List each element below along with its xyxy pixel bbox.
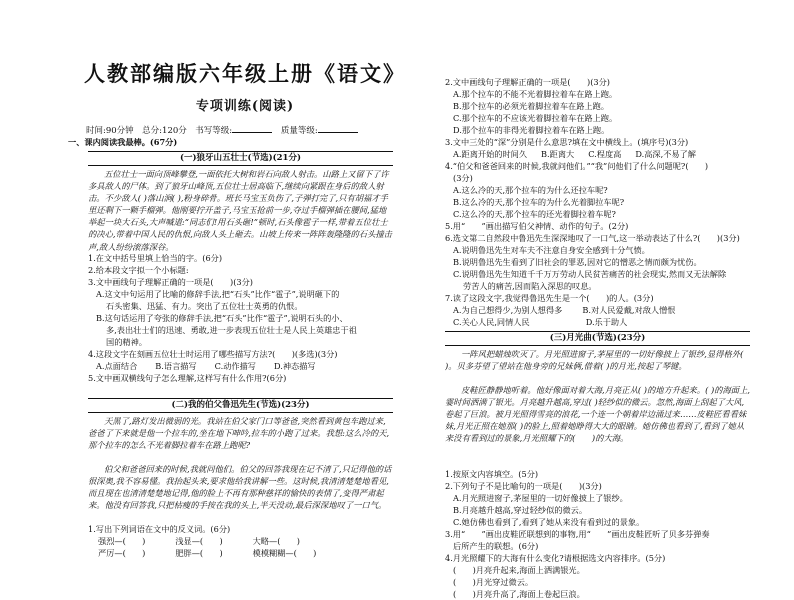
quality-grade-blank[interactable] (318, 132, 358, 133)
passage-2-title: (二)我的伯父鲁迅先生(节选)(23分) (88, 398, 393, 413)
question-3-option-b-cont2: 国的精神。 (106, 337, 147, 347)
passage-3-text-2: 皮鞋匠静静地听着。他好像面对着大海,月亮正从( )的地方升起来。( )的海面上,霎时间洒满了银光。月亮越升越高,穿过( )轻纱似的微云。忽然,海面上刮起了大风,卷起了巨浪。被月光照得雪亮的浪花,一个连一个朝着岸边涌过来……皮鞋匠看看妹妹,月光正照在她那( )的脸上,照着她睁得大大的眼睛。她仿佛也看到了,看到了她从来没有看到过的景象,月光照耀下的( )的大海。 (445, 385, 750, 444)
question-8: 3.文中三处的“深”分别是什么意思?填在文中横线上。(填序号)(3分) (445, 137, 689, 147)
question-4: 4.这段文字在刻画五位壮士时运用了哪些描写方法?( )(多选)(3分) (88, 349, 338, 359)
question-3-option-a-cont: 石头密集、迅猛、有力。突出了五位壮士英勇的仇恨。 (106, 301, 303, 311)
passage-2-text-2: 伯父和爸爸回来的时候,我就问他们。伯父的回答我现在记不清了,只记得他的话很深奥,我不容易懂。我抬起头来,要求他给我讲解一些。这时候,我清清楚楚地看见,而且现在也清清楚楚地记得,他的脸上不再有那种慈祥的愉快的表情了,变得严肃起来。他没有回答我,只把枯瘦的手按在我的头上,半天没动,最后深深地叹了一口气。 (88, 464, 392, 511)
meta-quality: 质量等级: (280, 126, 318, 136)
option-c[interactable]: C.关心人民,同情人民 (453, 317, 530, 327)
antonym-row-1 (88, 535, 393, 547)
passage-3-title: (三)月光曲(节选)(23分) (445, 331, 750, 346)
question-7-option-b[interactable]: B.那个拉车的必须光着脚拉着车在路上跑。 (453, 101, 609, 111)
order-item-1[interactable]: ( )月亮升起来,海面上洒满银光。 (453, 565, 585, 575)
option-d[interactable]: D.高深,不易了解 (635, 149, 696, 159)
question-9-option-b[interactable]: B.这么冷的天,那个拉车的为什么光着脚拉车呢? (453, 197, 625, 207)
question-4-options (88, 360, 393, 372)
antonym-5[interactable]: 肥胖—( ) (175, 548, 223, 558)
antonym-2[interactable]: 浅显—( ) (175, 536, 223, 546)
question-7-option-a[interactable]: A.那个拉车的不能不光着脚拉着车在路上跑。 (453, 89, 618, 99)
passage-1-text: 五位壮士一面向顶峰攀登,一面依托大树和岩石向敌人射击。山路上又留下了许多具敌人的尸体。到了狼牙山峰顶,五位壮士居高临下,继续向紧跟在身后的敌人射击。不少敌人( )落山涧( ),粉身碎骨。班长马宝玉负伤了,子弹打完了,只有胡福才手里还剩下一颗手榴弹。他刚要拧开盖子,马宝玉抢前一步,夺过手榴弹插在腰间,猛地举起一块大石头,大声喊道:“同志们!用石头砸!”顿时,石头像雹子一样,带着五位壮士的决心,带着中国人民的仇恨,向敌人头上砸去。山坡上传来一阵阵轰隆隆的石头撞击声,敌人纷纷滚落深谷。 (88, 169, 392, 252)
antonym-6[interactable]: 模模糊糊—( ) (252, 548, 317, 558)
question-9-score: (3分) (453, 173, 473, 183)
question-11-option-b[interactable]: B.说明鲁迅先生看到了旧社会的罪恶,因对它的憎恶之情而颇为忧伤。 (453, 257, 702, 267)
order-item-3[interactable]: ( )月亮升高了,海面上卷起巨浪。 (453, 589, 585, 599)
option-b[interactable]: B.距离大 (541, 149, 575, 159)
option-d[interactable]: D.乐于助人 (585, 317, 628, 327)
question-8-options (445, 148, 750, 160)
question-11-option-a[interactable]: A.说明鲁迅先生对车夫不注意自身安全感到十分气愤。 (453, 245, 650, 255)
antonym-row-2 (88, 547, 393, 559)
page-subtitle: 专项训练(阅读) (195, 99, 295, 114)
option-b[interactable]: B.对人民爱戴,对敌人憎恨 (582, 305, 676, 315)
option-c[interactable]: C.程度高 (588, 149, 622, 159)
writing-grade-blank[interactable] (232, 132, 272, 133)
question-1: 1.在文中括号里填上恰当的字。(6分) (88, 253, 223, 263)
question-9-option-a[interactable]: A.这么冷的天,那个拉车的为什么还拉车呢? (453, 185, 608, 195)
question-7-option-d[interactable]: D.那个拉车的非得光着脚拉着车在路上跑。 (453, 125, 610, 135)
exam-meta (86, 124, 364, 136)
question-14-option-b[interactable]: B.月亮越升越高,穿过轻纱似的微云。 (453, 505, 588, 515)
option-a[interactable]: A.点面结合 (96, 361, 138, 371)
question-12-options-row-1 (445, 304, 750, 316)
question-9: 4.“伯父和爸爸回来的时候,我就问他们。”“我”问他们了什么问题呢?( ) (445, 161, 709, 171)
question-7: 2.文中画线句子理解正确的一项是( )(3分) (445, 77, 610, 87)
option-d[interactable]: D.神态描写 (273, 361, 316, 371)
question-3-option-a: A.这文中句运用了比喻的修辞手法,把“石头”比作“雹子”,说明砸下的 (96, 289, 340, 299)
meta-info: 时间:90分钟 总分:120分 书写等级: (86, 126, 233, 136)
antonym-3[interactable]: 大略—( ) (252, 536, 300, 546)
passage-3-text: 一阵风把蜡烛吹灭了。月光照进窗子,茅屋里的一切好像披上了银纱,显得格外( )。贝多芬望了望站在他身旁的兄妹俩,借着( )的月光,按起了琴键。 (445, 349, 744, 372)
question-9-option-c[interactable]: C.这么冷的天,那个拉车的还光着脚拉着车呢? (453, 209, 616, 219)
question-11-option-c[interactable]: C.说明鲁迅先生知道千千万万劳动人民贫苦痛苦的社会现实,然而又无法解除 (453, 269, 727, 279)
passage-2-text: 天黑了,路灯发出微弱的光。我站在伯父家门口等爸爸,突然看到黄包车跑过来,爸爸了下来就是他一个拉车的,坐在地下呻吟,拉车的小跑了过来。我想:这么冷的天,那个拉车的怎么不光着脚拉着车在路上跑呢? (88, 416, 390, 451)
question-15-cont: 后所产生的联想。(6分) (453, 541, 539, 551)
question-14: 2.下列句子不是比喻句的一项是( )(3分) (445, 481, 602, 491)
question-10: 5.用“ ”画出描写伯父神情、动作的句子。(2分) (445, 221, 629, 231)
option-a[interactable]: A.距离开始的时间久 (453, 149, 528, 159)
option-a[interactable]: A.为自己想得少,为别人想得多 (453, 305, 563, 315)
option-c[interactable]: C.动作描写 (214, 361, 256, 371)
option-b[interactable]: B.语言描写 (155, 361, 197, 371)
question-7-option-c[interactable]: C.那个拉车的不应该光着脚拉着车在路上跑。 (453, 113, 618, 123)
question-3: 3.文中画线句子理解正确的一项是( )(3分) (88, 277, 253, 287)
question-3-option-b-cont: 多,表出壮士们的迅速、勇敢,进一步表现五位壮士是人民上英雄忠于祖 (106, 325, 357, 335)
order-item-2[interactable]: ( )月光穿过微云。 (453, 577, 534, 587)
right-column (445, 76, 750, 600)
question-5: 5.文中画双横线句子怎么理解,这样写有什么作用?(6分) (88, 373, 287, 383)
section-one-heading: 一、课内阅读我最棒。(67分) (68, 137, 178, 147)
question-14-option-a[interactable]: A.月光照进窗子,茅屋里的一切好像披上了银纱。 (453, 493, 628, 503)
passage-1-title: (一)狼牙山五壮士(节选)(21分) (88, 151, 393, 166)
antonym-1[interactable]: 强烈—( ) (98, 536, 146, 546)
left-column (68, 136, 393, 559)
question-6: 1.写出下列词语在文中的反义词。(6分) (88, 524, 231, 534)
question-11: 6.选文第二自然段中鲁迅先生深深地叹了一口气,这一举动表达了什么?( )(3分) (445, 233, 740, 243)
question-14-option-c[interactable]: C.她仿佛也看到了,看到了她从来没有看到过的景象。 (453, 517, 645, 527)
question-2: 2.给本段文字拟一个小标题: (88, 265, 189, 275)
question-16: 4.月光照耀下的大海有什么变化?请根据选文内容排序。(5分) (445, 553, 666, 563)
question-12: 7.读了这段文字,我觉得鲁迅先生是一个( )的人。(3分) (445, 293, 654, 303)
question-13: 1.按原文内容填空。(5分) (445, 469, 539, 479)
question-11-option-c-cont: 劳苦人的痛苦,因而陷入深思的叹息。 (463, 281, 597, 291)
page-title: 人教部编版六年级上册《语文》 (84, 61, 406, 86)
antonym-4[interactable]: 严厉—( ) (98, 548, 146, 558)
question-3-option-b: B.这句话运用了夸张的修辞手法,把“石头”比作“雹子”,说明石头的小、 (96, 313, 348, 323)
question-15: 3.用“ ”画出皮鞋匠联想到的事物,用“ ”画出皮鞋匠听了贝多芬弹奏 (445, 529, 710, 539)
question-12-options-row-2 (445, 316, 750, 328)
